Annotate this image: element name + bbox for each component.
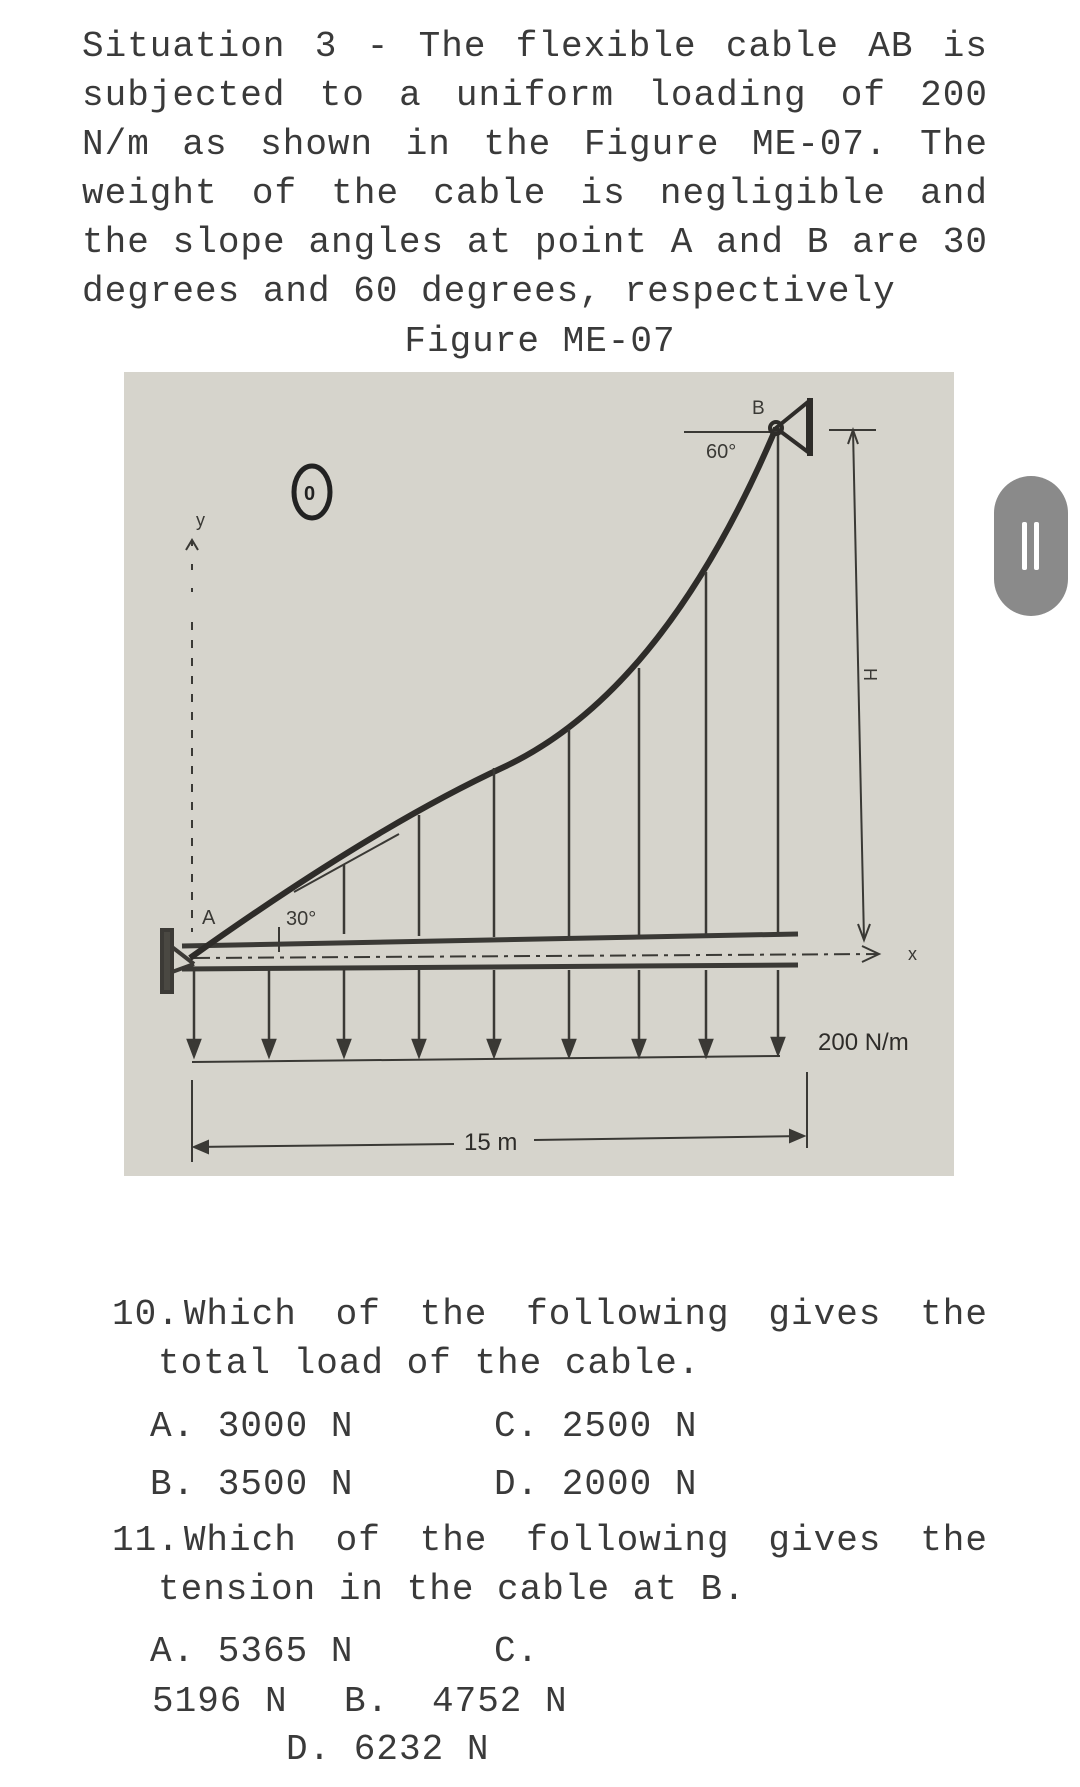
- question-11-number: 11.: [112, 1520, 180, 1561]
- question-10-number: 10.: [112, 1294, 180, 1335]
- label-x: x: [908, 944, 917, 964]
- q11-option-c-value[interactable]: 5196 N: [152, 1681, 288, 1722]
- figure-me-07: [124, 372, 954, 1176]
- question-10: [112, 1290, 988, 1388]
- q10-option-c[interactable]: C. 2500 N: [494, 1406, 698, 1447]
- question-11-line1: Which of the following gives the: [183, 1520, 988, 1561]
- beam: [182, 934, 798, 969]
- grip-line-icon: [1022, 522, 1027, 570]
- q10-option-d[interactable]: D. 2000 N: [494, 1464, 698, 1505]
- label-h: H: [860, 668, 880, 681]
- question-10-line2: total load of the cable.: [158, 1343, 701, 1384]
- hangers: [344, 430, 778, 937]
- cable: [190, 428, 776, 958]
- question-11: [112, 1516, 988, 1614]
- scroll-handle[interactable]: [994, 476, 1068, 616]
- q11-option-d[interactable]: D. 6232 N: [286, 1729, 490, 1770]
- q11-option-a[interactable]: A. 5365 N: [150, 1631, 354, 1672]
- support-b: [770, 398, 810, 456]
- q11-option-b-label[interactable]: B.: [344, 1681, 390, 1722]
- load-arrows: [188, 970, 784, 1056]
- support-a: [162, 930, 194, 992]
- label-b: B: [752, 398, 765, 419]
- figure-caption: Figure ME-07: [404, 321, 676, 362]
- situation-text: Situation 3 - The flexible cable AB is subjected to a uniform loading of 200 N/m as shown in the Figure ME-07. The weight of the cable is negligible and the slope angles at point A and B are 30 degrees and 60 degrees, respectively: [82, 26, 988, 312]
- question-10-line1: Which of the following gives the: [183, 1294, 988, 1335]
- angle-b-label: 60°: [706, 441, 737, 463]
- load-label: 200 N/m: [818, 1029, 909, 1056]
- span-label: 15 m: [464, 1129, 518, 1156]
- grip-line-icon: [1034, 522, 1039, 570]
- label-y: y: [196, 510, 205, 530]
- h-dimension: [829, 430, 876, 940]
- q10-option-b[interactable]: B. 3500 N: [150, 1464, 354, 1505]
- q11-option-b-value[interactable]: 4752 N: [432, 1681, 568, 1722]
- q11-option-c-label[interactable]: C.: [494, 1631, 540, 1672]
- x-axis: [194, 954, 879, 958]
- question-11-line2: tension in the cable at B.: [158, 1569, 746, 1610]
- angle-a-label: 30°: [286, 908, 317, 930]
- label-a: A: [202, 907, 216, 929]
- q10-option-a[interactable]: A. 3000 N: [150, 1406, 354, 1447]
- handwritten-mark-text: 0: [304, 483, 316, 505]
